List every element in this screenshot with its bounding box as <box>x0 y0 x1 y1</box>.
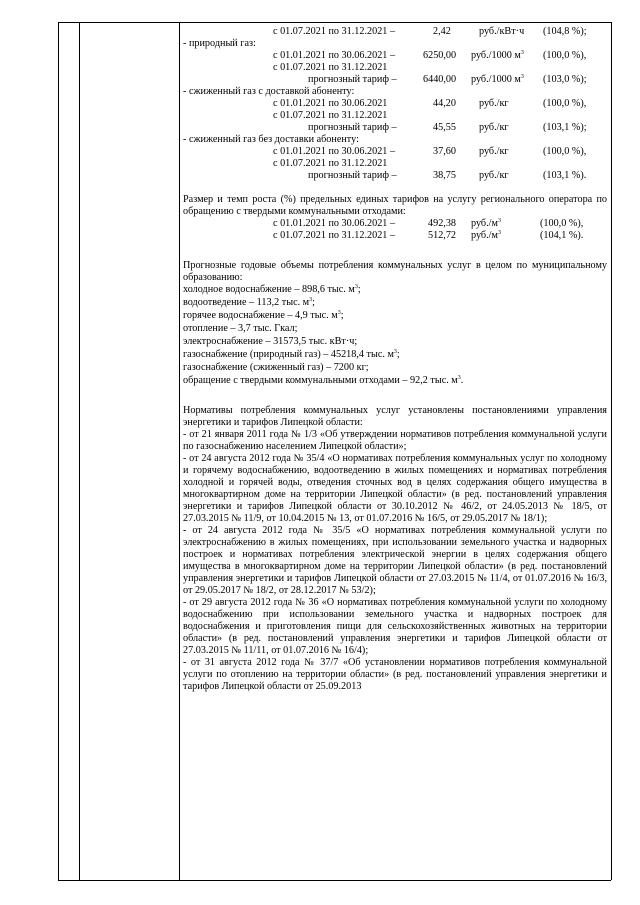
section-heading-liquid-gas-delivery: - сжиженный газ с доставкой абоненту: <box>183 86 355 97</box>
volume-item: газоснабжение (сжиженный газ) – 7200 кг; <box>183 362 369 373</box>
volumes-intro: Прогнозные годовые объемы потребления коммунальных услуг в целом по муниципальному образованию: <box>183 260 607 283</box>
tariff-row-electricity <box>183 26 607 38</box>
tariff-label: прогнозный тариф – <box>308 122 397 133</box>
volume-item: холодное водоснабжение – 898,6 тыс. $м^3$; <box>183 284 361 295</box>
section-heading-natural-gas: - природный газ: <box>183 38 256 49</box>
norms-list <box>183 429 607 693</box>
tariff-percent: (100,0 %), <box>543 146 587 157</box>
tariff-value: 37,60 <box>433 146 456 157</box>
tariff-percent: (104,1 %). <box>540 230 584 241</box>
tariff-row-liquid-gas-delivery-1 <box>183 98 607 110</box>
tariff-value: 6440,00 <box>423 74 457 85</box>
tariff-period-natural-gas-2: с 01.07.2021 по 31.12.2021 <box>273 62 388 73</box>
tariff-unit: $руб./м^3$ <box>471 230 501 241</box>
table-border-bottom <box>58 880 611 881</box>
tariff-period: с 01.01.2021 по 30.06.2021 <box>273 98 388 109</box>
norm-item: - от 24 августа 2012 года № 35/4 «О нормативах потребления коммунальных услуг по холодному и горячему водоснабжению, водоотведению в жилых помещениях и нормативах потребления холодной и горячей воды, отведения сточных вод в целях содержания общего имущества в многоквартирном доме на территории Липецкой области» (в ред. постановлений управления энергетики и тарифов Липецкой области от 30.10.2012 № 46/2, от 24.05.2013 № 18/5, от 27.03.2015 № 11/9, от 10.04.2015 № 13, от 01.07.2016 № 16/5, от 29.05.2017 № 18/1); <box>183 453 607 524</box>
norm-item: - от 24 августа 2012 года № 35/5 «О нормативах потребления коммунальной услуги по электроснабжению в жилых помещениях, при использовании земельного участка и надворных построек и нормативах потребления электрической энергии в целях содержания общего имущества в многоквартирном доме на территории Липецкой области» (в ред. постановлений управления энергетики и тарифов Липецкой области от 27.03.2015 № 11/4, от 01.07.2016 № 16/3, от 29.05.2017 № 18/2, от 28.12.2017 № 53/2); <box>183 525 607 596</box>
tariff-percent: (100,0 %), <box>543 98 587 109</box>
norm-item: - от 21 января 2011 года № 1/3 «Об утверждении нормативов потребления коммунальной услуги по газоснабжению населением Липецкой области»; <box>183 429 607 452</box>
tariff-percent: (100,0 %), <box>540 218 584 229</box>
section-heading-liquid-gas-no-delivery: - сжиженный газ без доставки абоненту: <box>183 134 359 145</box>
table-column-divider-1 <box>79 22 80 880</box>
tariff-label: прогнозный тариф – <box>308 74 397 85</box>
tariff-period: с 01.01.2021 по 30.06.2021 – <box>273 218 396 229</box>
norms-intro: Нормативы потребления коммунальных услуг установлены постановлениями управления энергетики и тарифов Липецкой области: <box>183 405 607 428</box>
waste-tariff-intro: Размер и темп роста (%) предельных единых тарифов на услугу регионального оператора по обращению с твердыми коммунальными отходами: <box>183 194 607 217</box>
tariff-period-liquid-gas-delivery-2: с 01.07.2021 по 31.12.2021 <box>273 110 388 121</box>
tariff-value: 45,55 <box>433 122 456 133</box>
tariff-row-liquid-gas-no-delivery-2 <box>183 170 607 182</box>
table-border-right <box>611 22 612 880</box>
tariff-value: 492,38 <box>428 218 457 229</box>
tariff-row-liquid-gas-no-delivery-1 <box>183 146 607 158</box>
tariff-value: 512,72 <box>428 230 457 241</box>
volume-item: электроснабжение – 31573,5 тыс. кВт·ч; <box>183 336 358 347</box>
tariff-value: 44,20 <box>433 98 456 109</box>
waste-tariff-row-1 <box>183 218 607 230</box>
norm-item: - от 31 августа 2012 года № 37/7 «Об установлении нормативов потребления коммунальной услуги по отоплению на территории области» (в ред. постановлений управления энергетики и тарифов Липецкой области от 25.09.2013 <box>183 657 607 692</box>
tariff-unit: руб./1000 $м^3$ <box>471 74 524 85</box>
tariff-row-natural-gas-2 <box>183 74 607 86</box>
tariff-percent: (103,1 %). <box>543 170 587 181</box>
tariff-row-liquid-gas-delivery-2 <box>183 122 607 134</box>
table-border-left <box>58 22 59 880</box>
tariff-unit: $руб./м^3$ <box>471 218 501 229</box>
table-cell-content <box>183 26 607 693</box>
tariff-unit: руб./кг <box>479 98 509 109</box>
tariff-value: 2,42 <box>433 26 451 37</box>
tariff-value: 38,75 <box>433 170 456 181</box>
volume-item: водоотведение – 113,2 тыс. $м^3$; <box>183 297 315 308</box>
tariff-label: прогнозный тариф – <box>308 170 397 181</box>
tariff-percent: (103,1 %); <box>543 122 587 133</box>
tariff-unit: руб./кВт·ч <box>479 26 525 37</box>
tariff-unit: руб./кг <box>479 122 509 133</box>
volume-item: горячее водоснабжение – 4,9 тыс. $м^3$; <box>183 310 344 321</box>
tariff-period: с 01.01.2021 по 30.06.2021 – <box>273 50 396 61</box>
table-column-divider-2 <box>179 22 180 880</box>
tariff-period-liquid-gas-no-delivery-2: с 01.07.2021 по 31.12.2021 <box>273 158 388 169</box>
tariff-period: с 01.07.2021 по 31.12.2021 – <box>273 26 396 37</box>
waste-tariff-row-2 <box>183 230 607 242</box>
tariff-period: с 01.01.2021 по 30.06.2021 – <box>273 146 396 157</box>
tariff-row-natural-gas-1 <box>183 50 607 62</box>
tariff-percent: (104,8 %); <box>543 26 587 37</box>
volume-item: отопление – 3,7 тыс. Гкал; <box>183 323 298 334</box>
tariff-value: 6250,00 <box>423 50 457 61</box>
tariff-percent: (100,0 %), <box>543 50 587 61</box>
norm-item: - от 29 августа 2012 года № 36 «О нормативах потребления коммунальной услуги по холодному водоснабжению при использовании земельного участка и надворных построек для водоснабжения и приготовления пищи для сельскохозяйственных животных на территории области» (в ред. постановлений управления энергетики и тарифов Липецкой области от 27.03.2015 № 11/11, от 01.07.2016 № 16/4); <box>183 597 607 656</box>
tariff-unit: руб./кг <box>479 146 509 157</box>
volume-item: газоснабжение (природный газ) – 45218,4 тыс. $м^3$; <box>183 349 400 360</box>
tariff-percent: (103,0 %); <box>543 74 587 85</box>
tariff-unit: руб./кг <box>479 170 509 181</box>
table-border-top <box>58 22 611 23</box>
volumes-list <box>183 284 607 387</box>
tariff-period: с 01.07.2021 по 31.12.2021 – <box>273 230 396 241</box>
volume-item: обращение с твердыми коммунальными отходами – 92,2 тыс. $м^3$. <box>183 375 464 386</box>
tariff-unit: руб./1000 $м^3$ <box>471 50 524 61</box>
